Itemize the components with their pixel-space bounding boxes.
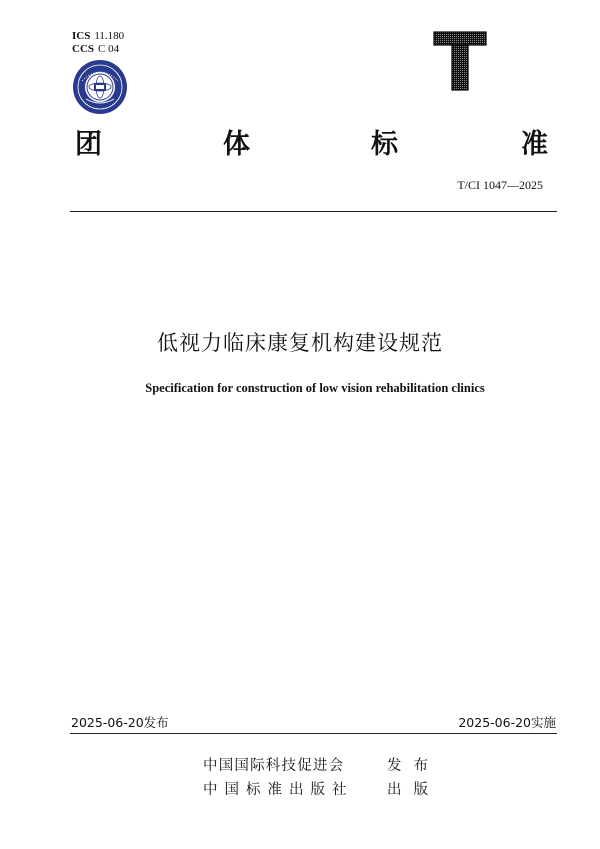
- issuing-organization: 中国国际科技促进会: [203, 758, 345, 774]
- standard-number: T/CI 1047—2025: [457, 178, 543, 192]
- ccs-label: CCS: [72, 43, 95, 55]
- category-char: 体: [223, 129, 250, 160]
- english-title: Specification for construction of low vision rehabilitation clinics: [145, 381, 485, 395]
- publishing-house: 中国标准出版社: [203, 782, 354, 798]
- ics-value: 11.180: [94, 30, 125, 42]
- ccs-value: C 04: [98, 43, 120, 55]
- category-char: 准: [521, 129, 548, 160]
- implementation-date: 2025-06-20实施: [458, 715, 556, 730]
- category-char: 团: [75, 129, 102, 160]
- chinese-title: 低视力临床康复机构建设规范: [157, 331, 443, 355]
- issue-action: 发布: [387, 758, 440, 774]
- ics-label: ICS: [72, 30, 91, 42]
- category-char: 标: [371, 129, 398, 160]
- issue-date: 2025-06-20发布: [71, 715, 169, 730]
- publish-action: 出版: [387, 782, 440, 798]
